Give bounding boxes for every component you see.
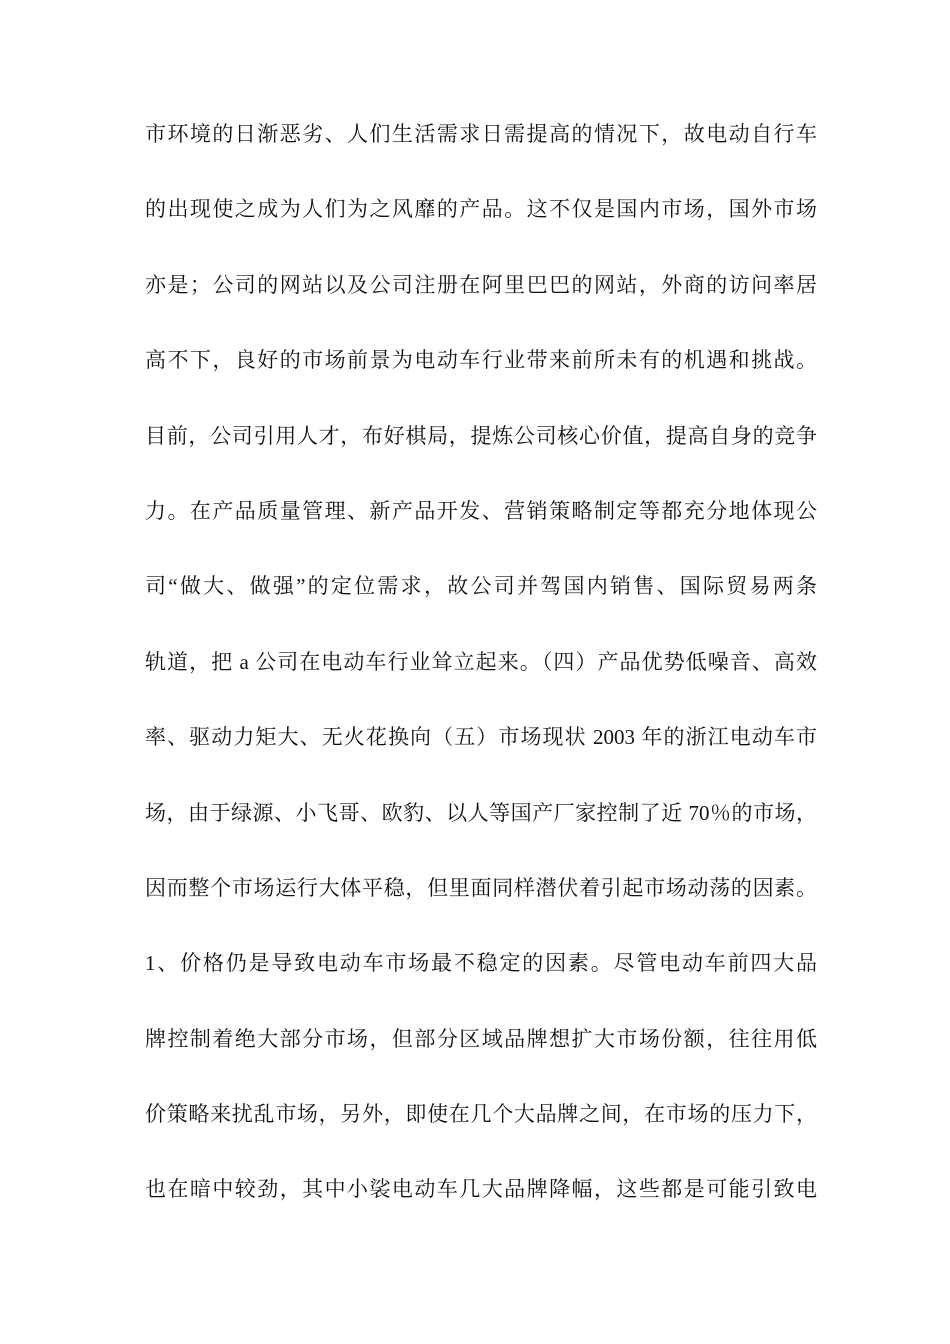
text-line: 亦是；公司的网站以及公司注册在阿里巴巴的网站，外商的访问率居 (145, 272, 817, 297)
text-line: 1、价格仍是导致电动车市场最不稳定的因素。尽管电动车前四大品 (145, 951, 817, 976)
text-line: 场，由于绿源、小飞哥、欧豹、以人等国产厂家控制了近 70％的市场， (145, 800, 817, 825)
text-line: 目前，公司引用人才，布好棋局，提炼公司核心价值，提高自身的竞争 (145, 423, 817, 448)
text-line: 也在暗中较劲，其中小裟电动车几大品牌降幅，这些都是可能引致电 (145, 1177, 817, 1202)
text-line: 力。在产品质量管理、新产品开发、营销策略制定等都充分地体现公 (145, 498, 817, 523)
body-text-block (145, 97, 817, 1228)
text-line: 率、驱动力矩大、无火花换向（五）市场现状 2003 年的浙江电动车市 (145, 725, 817, 750)
text-line: 市环境的日渐恶劣、人们生活需求日需提高的情况下，故电动自行车 (145, 122, 817, 146)
text-line: 的出现使之成为人们为之风靡的产品。这不仅是国内市场，国外市场 (145, 197, 817, 222)
text-line: 价策略来扰乱市场，另外，即使在几个大品牌之间，在市场的压力下， (145, 1102, 817, 1127)
text-line: 高不下，良好的市场前景为电动车行业带来前所未有的机遇和挑战。 (145, 348, 817, 373)
text-line: 轨道，把 a 公司在电动车行业耸立起来。（四）产品优势低噪音、高效 (145, 649, 817, 674)
text-line: 因而整个市场运行大体平稳，但里面同样潜伏着引起市场动荡的因素。 (145, 875, 817, 900)
text-line: 司“做大、做强”的定位需求，故公司并驾国内销售、国际贸易两条 (145, 574, 817, 599)
text-line: 牌控制着绝大部分市场，但部分区域品牌想扩大市场份额，往往用低 (145, 1026, 817, 1051)
